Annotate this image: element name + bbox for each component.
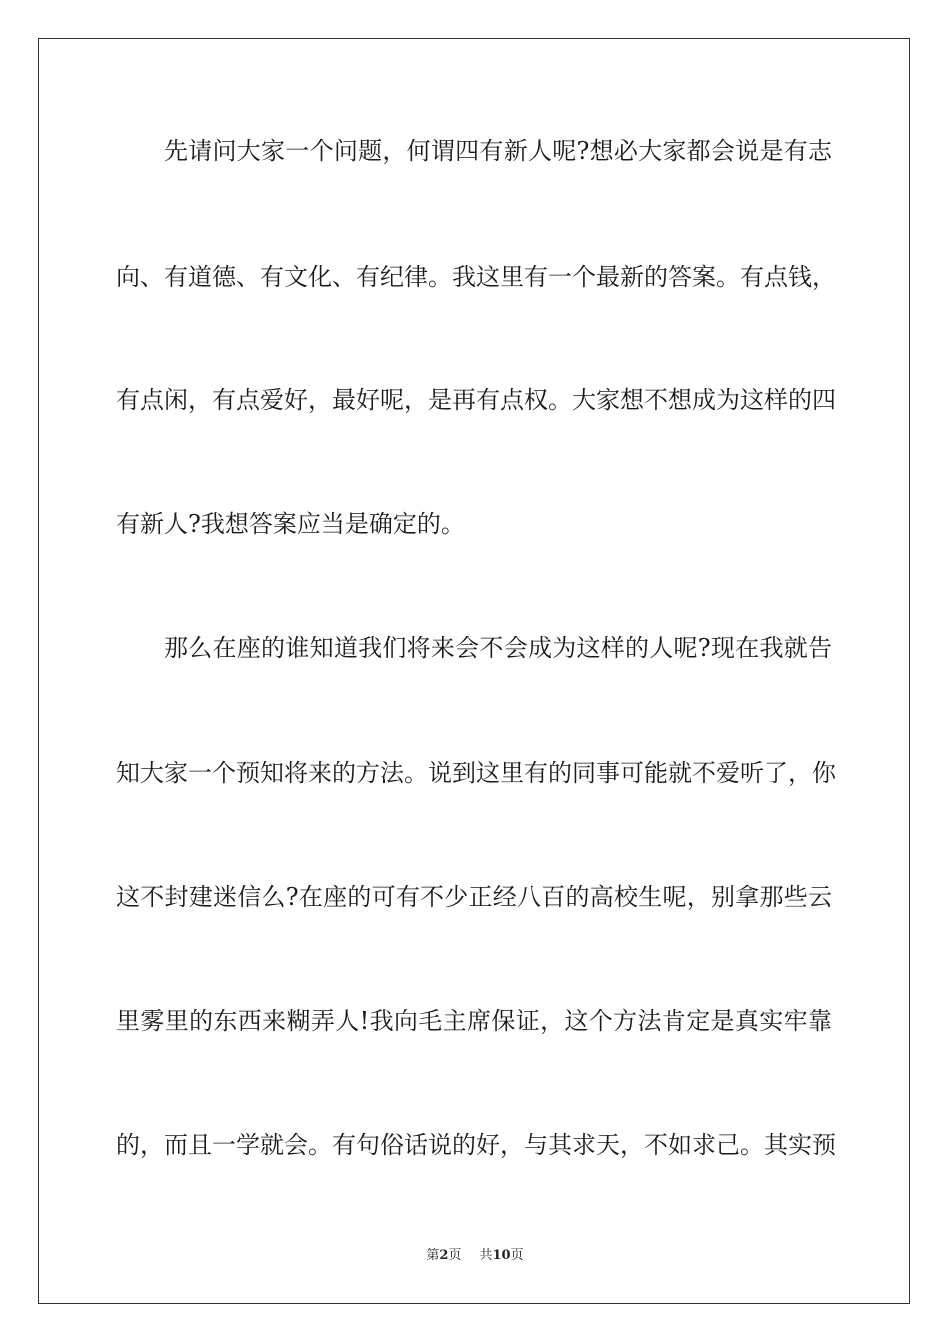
paragraph-1-line-2: 向、有道德、有文化、有纪律。我这里有一个最新的答案。有点钱，: [116, 263, 836, 291]
paragraph-1-line-3: 有点闲，有点爱好，最好呢，是再有点权。大家想不想成为这样的四: [116, 386, 836, 414]
total-pages-label: [479, 1248, 523, 1263]
paragraph-2-line-5: 的，而且一学就会。有句俗话说的好，与其求天，不如求己。其实预: [116, 1131, 836, 1159]
paragraph-1-line-4: 有新人?我想答案应当是确定的。: [116, 510, 465, 538]
paragraph-2-line-3: 这不封建迷信么?在座的可有不少正经八百的高校生呢，别拿那些云: [116, 883, 832, 911]
paragraph-2-line-2: 知大家一个预知将来的方法。说到这里有的同事可能就不爱听了，你: [116, 759, 836, 787]
paragraph-1-line-1: 先请问大家一个问题，何谓四有新人呢?想必大家都会说是有志: [164, 137, 832, 165]
page-frame: [38, 38, 910, 1304]
total-pages: 10: [492, 1248, 511, 1263]
page-footer: [0, 1247, 950, 1265]
page-number-label: [426, 1248, 461, 1263]
paragraph-2-line-4: 里雾里的东西来糊弄人!我向毛主席保证，这个方法肯定是真实牢靠: [116, 1007, 832, 1035]
page-prefix: 第: [426, 1248, 440, 1263]
total-suffix: 页: [510, 1248, 524, 1263]
paragraph-2-line-1: 那么在座的谁知道我们将来会不会成为这样的人呢?现在我就告: [164, 634, 832, 662]
total-prefix: 共: [479, 1248, 493, 1263]
page-suffix: 页: [448, 1248, 462, 1263]
page-number: 2: [439, 1248, 449, 1263]
